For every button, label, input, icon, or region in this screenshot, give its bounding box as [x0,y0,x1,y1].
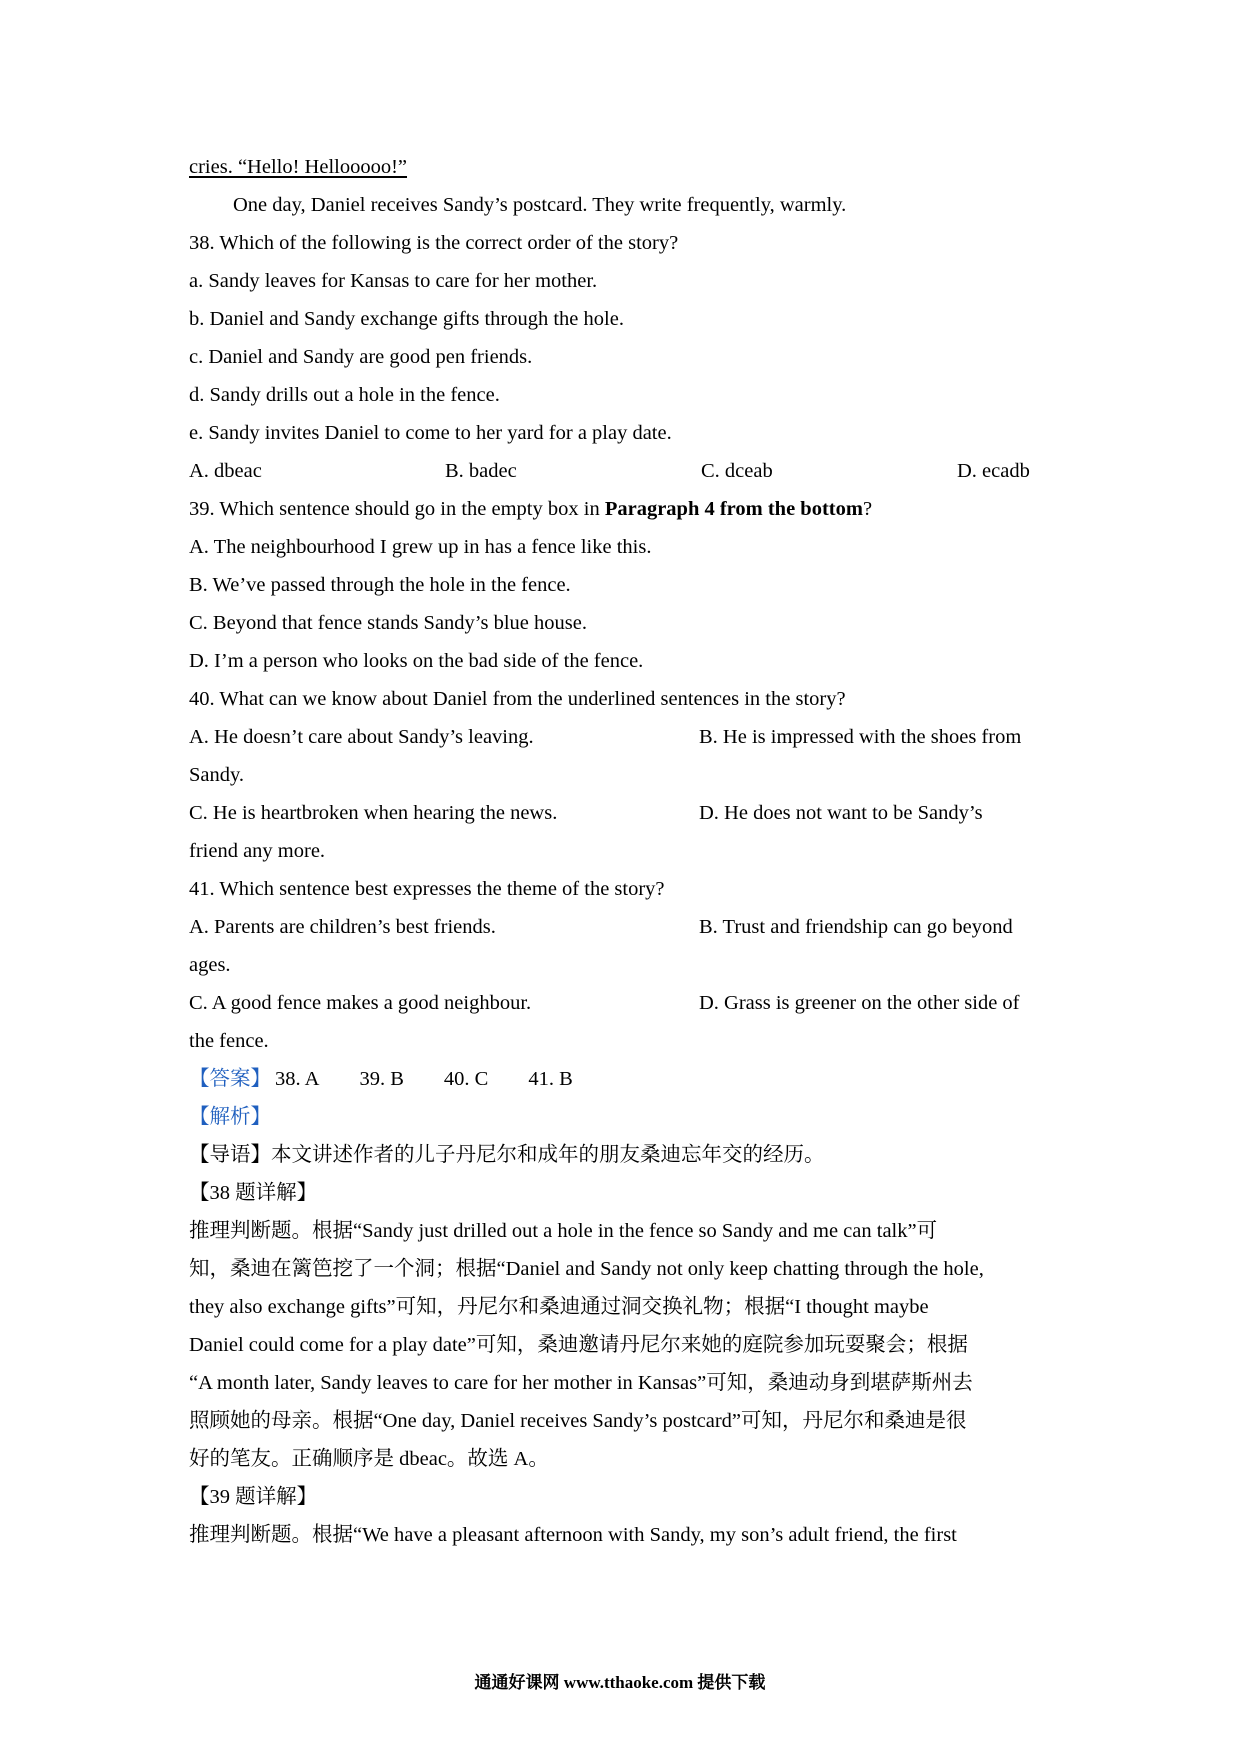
q40-option-a: A. He doesn’t care about Sandy’s leaving. [189,726,534,748]
q38-detail-line: 好的笔友。正确顺序是 dbeac。故选 A。 [189,1448,549,1470]
q38-options [189,452,1061,490]
q40-option-d-cont: friend any more. [189,840,326,862]
q41-option-d: D. Grass is greener on the other side of [699,992,1020,1014]
page-footer: 通通好课网 www.tthaoke.com 提供下载 [474,1673,766,1692]
q39-option-b: B. We’ve passed through the hole in the fence. [189,574,571,596]
q41-options-row1 [189,908,1061,946]
q38-option-b: B. badec [445,460,517,482]
q38-item-b: b. Daniel and Sandy exchange gifts through the hole. [189,308,624,330]
q38-detail-line: “A month later, Sandy leaves to care for her mother in Kansas”可知，桑迪动身到堪萨斯州去 [189,1372,973,1394]
question-39 [189,490,1061,528]
q38-option-c: C. dceab [701,460,773,482]
question-39-text: 39. Which sentence should go in the empty box in [189,498,605,520]
q40-option-b: B. He is impressed with the shoes from [699,726,1022,748]
q39-detail-line: 推理判断题。根据“We have a pleasant afternoon with Sandy, my son’s adult friend, the first [189,1524,957,1546]
question-41: 41. Which sentence best expresses the theme of the story? [189,878,665,900]
answer-41: 41. B [528,1068,573,1090]
q38-detail-title: 【38 题详解】 [189,1182,318,1204]
q38-detail-line: 照顾她的母亲。根据“One day, Daniel receives Sandy’s postcard”可知，丹尼尔和桑迪是很 [189,1410,967,1432]
q38-item-c: c. Daniel and Sandy are good pen friends. [189,346,533,368]
answer-label: 【答案】 [189,1068,271,1090]
q38-detail-line: 知，桑迪在篱笆挖了一个洞；根据“Daniel and Sandy not only keep chatting through the hole, [189,1258,984,1280]
analysis-label: 【解析】 [189,1106,271,1128]
question-40: 40. What can we know about Daniel from the underlined sentences in the story? [189,688,846,710]
underlined-sentence: cries. “Hello! Hellooooo!” [189,156,408,178]
q38-item-d: d. Sandy drills out a hole in the fence. [189,384,500,406]
q41-option-b-cont: ages. [189,954,231,976]
q38-option-d: D. ecadb [957,460,1030,482]
q38-item-a: a. Sandy leaves for Kansas to care for her mother. [189,270,598,292]
q40-option-d: D. He does not want to be Sandy’s [699,802,983,824]
answer-line [189,1060,1061,1098]
q40-option-b-cont: Sandy. [189,764,245,786]
q41-option-b: B. Trust and friendship can go beyond [699,916,1013,938]
question-39-bold: Paragraph 4 from the bottom [604,498,863,520]
q41-options-row2 [189,984,1061,1022]
q38-detail-line: Daniel could come for a play date”可知，桑迪邀请丹尼尔来她的庭院参加玩耍聚会；根据 [189,1334,968,1356]
q40-options-row2 [189,794,1061,832]
q39-option-c: C. Beyond that fence stands Sandy’s blue house. [189,612,587,634]
q39-detail-title: 【39 题详解】 [189,1486,318,1508]
q41-option-c: C. A good fence makes a good neighbour. [189,992,532,1014]
q38-detail-line: 推理判断题。根据“Sandy just drilled out a hole in the fence so Sandy and me can talk”可 [189,1220,938,1242]
guide-text: 【导语】本文讲述作者的儿子丹尼尔和成年的朋友桑迪忘年交的经历。 [189,1144,825,1166]
answer-40: 40. C [443,1068,489,1090]
q40-option-c: C. He is heartbroken when hearing the news. [189,802,558,824]
q38-option-a: A. dbeac [189,460,262,482]
page-content [189,148,1061,1554]
q39-option-a: A. The neighbourhood I grew up in has a fence like this. [189,536,652,558]
question-39-end: ? [862,498,873,520]
q38-item-e: e. Sandy invites Daniel to come to her yard for a play date. [189,422,672,444]
question-38: 38. Which of the following is the correct order of the story? [189,232,679,254]
q41-option-a: A. Parents are children’s best friends. [189,916,496,938]
answer-38: 38. A [275,1068,320,1090]
answer-39: 39. B [359,1068,404,1090]
q39-option-d: D. I’m a person who looks on the bad side of the fence. [189,650,644,672]
q41-option-d-cont: the fence. [189,1030,269,1052]
q38-detail-line: they also exchange gifts”可知，丹尼尔和桑迪通过洞交换礼物；根据“I thought maybe [189,1296,929,1318]
text-line: One day, Daniel receives Sandy’s postcard. They write frequently, warmly. [233,194,847,216]
text-line [189,148,1061,186]
q40-options-row1 [189,718,1061,756]
